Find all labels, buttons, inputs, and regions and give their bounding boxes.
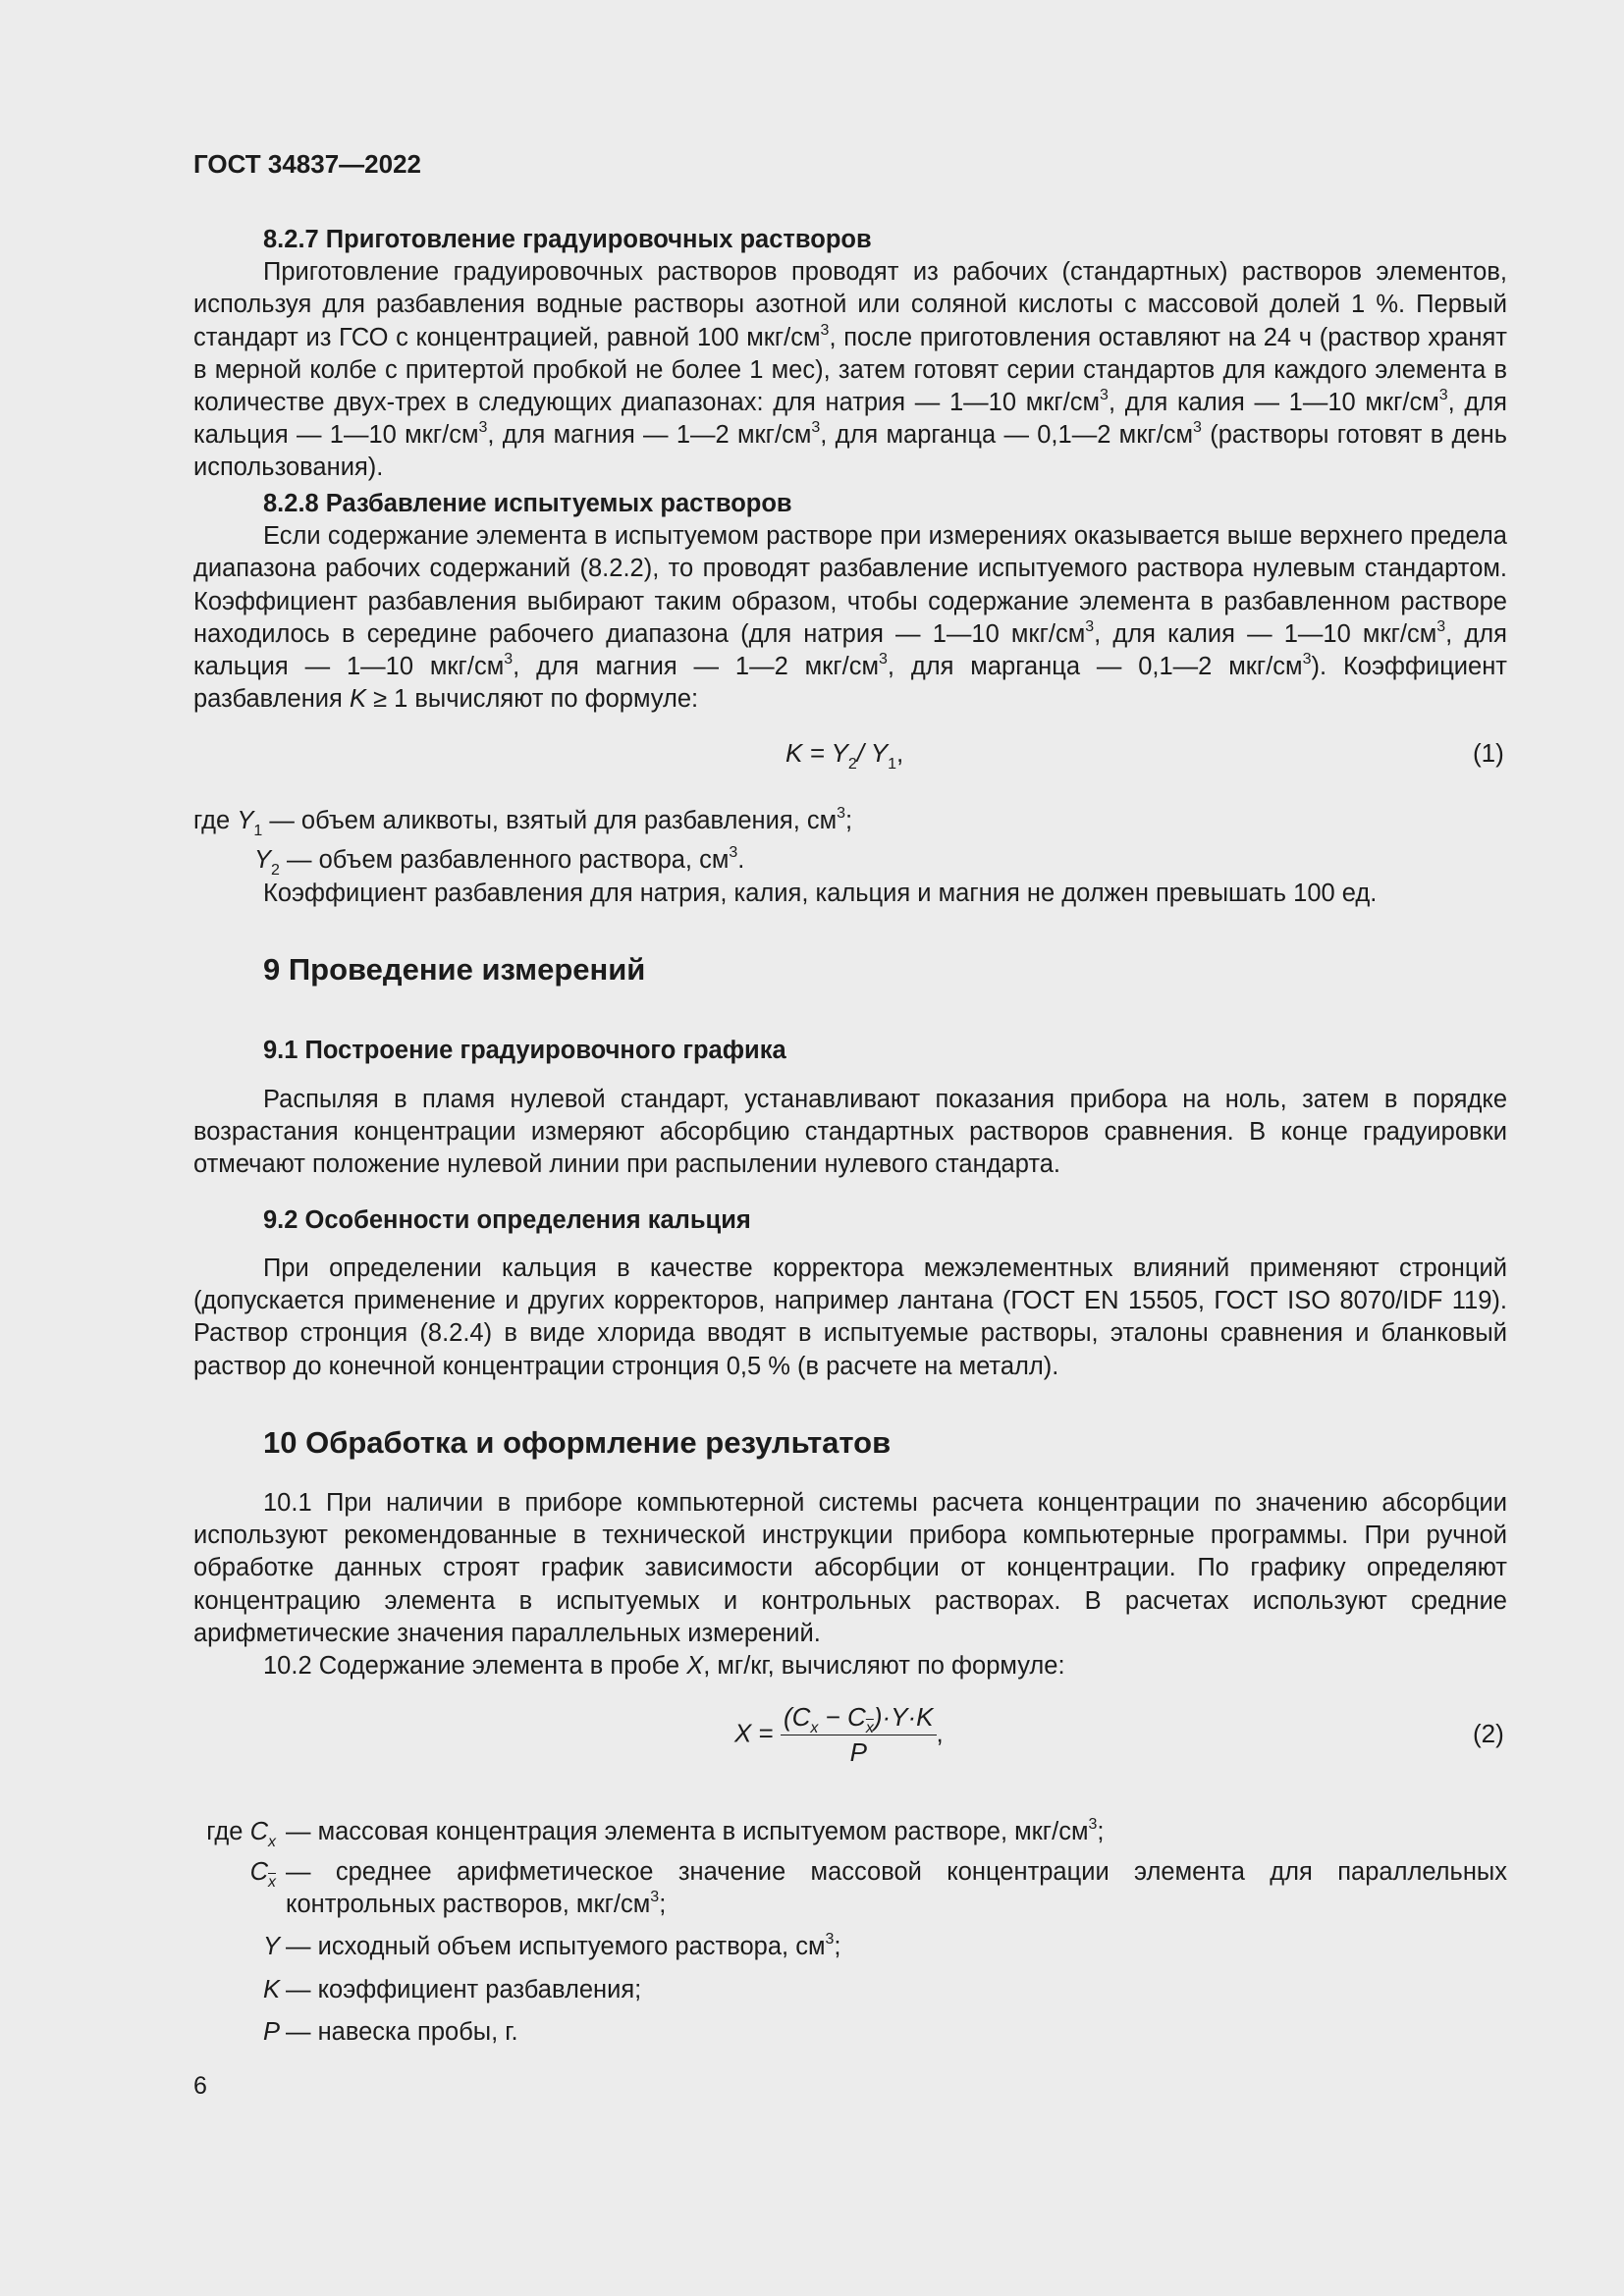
document-id-header: ГОСТ 34837—2022 (193, 149, 421, 179)
paragraph: Если содержание элемента в испытуемом растворе при измерениях оказывается выше верхнего предела диапазона рабочих содержаний (8.2.2), то проводят разбавление испытуемого раствора нулевым стандартом. Коэффициент разбавления выбирают таким образом, чтобы содержание элемента в разбавленном растворе находилось в середине рабочего диапазона (для натрия — 1—10 мкг/$см^3$, для калия — 1—10 мкг/$см^3$, для кальция — 1—10 мкг/$см^3$, для магния — 1—2 мкг/$см^3$, для марганца — 0,1—2 мкг/$см^3$). Коэффициент разбавления K ≥ 1 вычисляют по формуле: (193, 522, 1507, 714)
legend-y2: $Y_2$ — объем разбавленного раствора, $см^3$. (254, 844, 745, 879)
section-8-2-7 (193, 224, 1507, 485)
paragraph-9-1 (193, 1084, 1507, 1182)
formula-2: X = $\frac{(C_x - C_{\overline{x}})\cdot Y\cdot K}{P}$ , (734, 1702, 944, 1767)
equation-number: (2) (1473, 1719, 1504, 1748)
section-8-2-8 (193, 488, 1507, 716)
legend-cx-mean: $C_{\overline{x}}$ — среднее арифметическое значение массовой концентрации элемента для параллельных контрольных растворов, мкг/$см^3$; (249, 1858, 1507, 1918)
legend-y1: где $Y_1$ — объем аликвоты, взятый для разбавления, $см^3$; (193, 805, 853, 839)
paragraph: Распыляя в пламя нулевой стандарт, устанавливают показания прибора на ноль, затем в порядке возрастания концентрации измеряют абсорбцию стандартных растворов сравнения. В конце градуировки отмечают положение нулевой линии при распылении нулевого стандарта. (193, 1086, 1507, 1179)
section-9-1 (193, 1035, 1507, 1067)
subsection-heading: 8.2.7 Приготовление градуировочных растворов (263, 226, 872, 253)
legend-y: Y — исходный объем испытуемого раствора, $см^3$; (262, 1931, 841, 1960)
subsection-heading: 9.1 Построение градуировочного графика (263, 1037, 786, 1064)
note-dilution-limit: Коэффициент разбавления для натрия, калия, кальция и магния не должен превышать 100 ед. (263, 880, 1378, 907)
paragraph: При определении кальция в качестве корректора межэлементных влияний применяют стронций (допускается применение и других корректоров, например лантана (ГОСТ EN 15505, ГОСТ ISO 8070/IDF 119). Раствор стронция (8.2.4) в виде хлорида вводят в испытуемые растворы, эталоны сравнения и бланковый раствор до конечной концентрации стронция 0,5 % (в расчете на металл). (193, 1255, 1507, 1380)
page-number: 6 (193, 2072, 207, 2100)
section-title: 10 Обработка и оформление результатов (263, 1425, 892, 1460)
paragraph: 10.1 При наличии в приборе компьютерной системы расчета концентрации по значению абсорбции используют рекомендованные в технической инструкции прибора компьютерные программы. При ручной обработке данных строят график зависимости абсорбции от концентрации. По графику определяют концентрацию элемента в испытуемых и контрольных растворах. В расчетах используют средние арифметические значения параллельных измерений. (193, 1489, 1507, 1647)
paragraph-9-2 (193, 1253, 1507, 1383)
legend-cx: где $C_x$ — массовая концентрация элемента в испытуемом растворе, мкг/$см^3$; (206, 1816, 1105, 1850)
paragraph: Приготовление градуировочных растворов проводят из рабочих (стандартных) растворов элементов, используя для разбавления водные растворы азотной или соляной кислоты с массовой долей 1 %. Первый стандарт из ГСО с концентрацией, равной 100 мкг/$см^3$, после приготовления оставляют на 24 ч (раствор хранят в мерной колбе с притертой пробкой не более 1 мес), затем готовят серии стандартов для каждого элемента в количестве двух-трех в следующих диапазонах: для натрия — 1—10 мкг/$см^3$, для калия — 1—10 мкг/$см^3$, для кальция — 1—10 мкг/$см^3$, для магния — 1—2 мкг/$см^3$, для марганца — 0,1—2 мкг/$см^3$ (растворы готовят в день использования). (193, 258, 1507, 482)
section-title: 9 Проведение измерений (263, 952, 646, 987)
paragraph-10-2: 10.2 Содержание элемента в пробе X, мг/кг, вычисляют по формуле: (263, 1652, 1065, 1681)
equation-number: (1) (1473, 738, 1504, 768)
subsection-heading: 9.2 Особенности определения кальция (263, 1206, 751, 1234)
section-9-2 (193, 1204, 1507, 1237)
formula-1: $K = Y_2/$ $Y_1$, (785, 738, 904, 773)
legend-k: K — коэффициент разбавления; (262, 1976, 642, 2003)
fraction: $\frac{(C_x - C_{\overline{x}})\cdot Y\cdot K}{P}$ (781, 1702, 937, 1768)
legend-p: P — навеска пробы, г. (262, 2018, 518, 2046)
paragraph-10-1 (193, 1487, 1507, 1682)
subsection-heading: 8.2.8 Разбавление испытуемых растворов (263, 490, 792, 517)
